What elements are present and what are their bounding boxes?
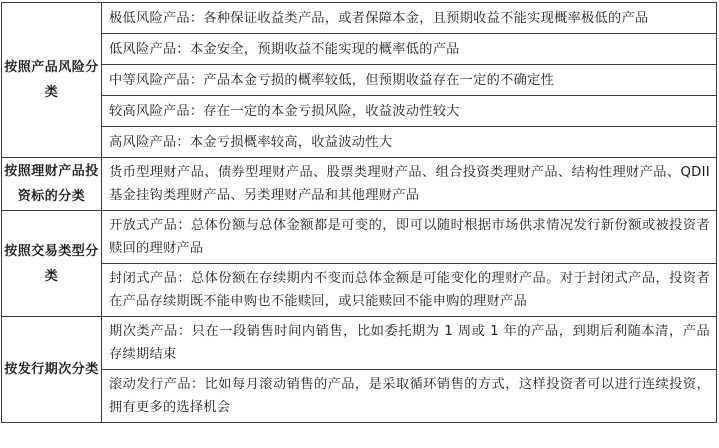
table-row — [2, 3, 717, 34]
category-cell-risk — [2, 3, 102, 158]
table-row — [2, 34, 717, 65]
item-cell: 高风险产品：本金亏损概率较高，收益波动性大 — [102, 127, 717, 158]
category-cell-investment-target — [2, 158, 102, 211]
item-cell: 中等风险产品：产品本金亏损的概率较低，但预期收益存在一定的不确定性 — [102, 65, 717, 96]
item-cell: 滚动发行产品：比如每月滚动销售的产品，是采取循环销售的方式，这样投资者可以进行连续投资，拥有更多的选择机会 — [102, 370, 717, 423]
table-row — [2, 65, 717, 96]
item-cell: 封闭式产品：总体份额在存续期内不变而总体金额是可能变化的理财产品。对于封闭式产品，投资者在产品存续期既不能申购也不能赎回，或只能赎回不能申购的理财产品 — [102, 264, 717, 317]
item-cell: 低风险产品：本金安全，预期收益不能实现的概率低的产品 — [102, 34, 717, 65]
table-row — [2, 158, 717, 211]
category-label: 按照产品风险分类 — [4, 60, 99, 100]
item-cell: 极低风险产品：各种保证收益类产品，或者保障本金，且预期收益不能实现概率极低的产品 — [102, 3, 717, 34]
item-cell: 较高风险产品：存在一定的本金亏损风险，收益波动性较大 — [102, 96, 717, 127]
item-cell: 开放式产品：总体份额与总体金额都是可变的，即可以随时根据市场供求情况发行新份额或被投资者赎回的理财产品 — [102, 211, 717, 264]
item-cell: 货币型理财产品、债券型理财产品、股票类理财产品、组合投资类理财产品、结构性理财产品、QDII 基金挂钩类理财产品、另类理财产品和其他理财产品 — [102, 158, 717, 211]
table-row — [2, 127, 717, 158]
category-label: 按发行期次分类 — [4, 362, 99, 377]
table-row — [2, 317, 717, 370]
table-row — [2, 96, 717, 127]
category-cell-trade-type — [2, 211, 102, 317]
category-label: 按照理财产品投资标的分类 — [4, 164, 99, 204]
table-row — [2, 211, 717, 264]
category-label: 按照交易类型分类 — [4, 243, 99, 284]
table-row — [2, 370, 717, 423]
category-cell-issuance-period — [2, 317, 102, 423]
table-row — [2, 264, 717, 317]
item-cell: 期次类产品：只在一段销售时间内销售，比如委托期为 1 周或 1 年的产品，到期后利随本清，产品存续期结束 — [102, 317, 717, 370]
product-classification-table — [1, 2, 717, 423]
